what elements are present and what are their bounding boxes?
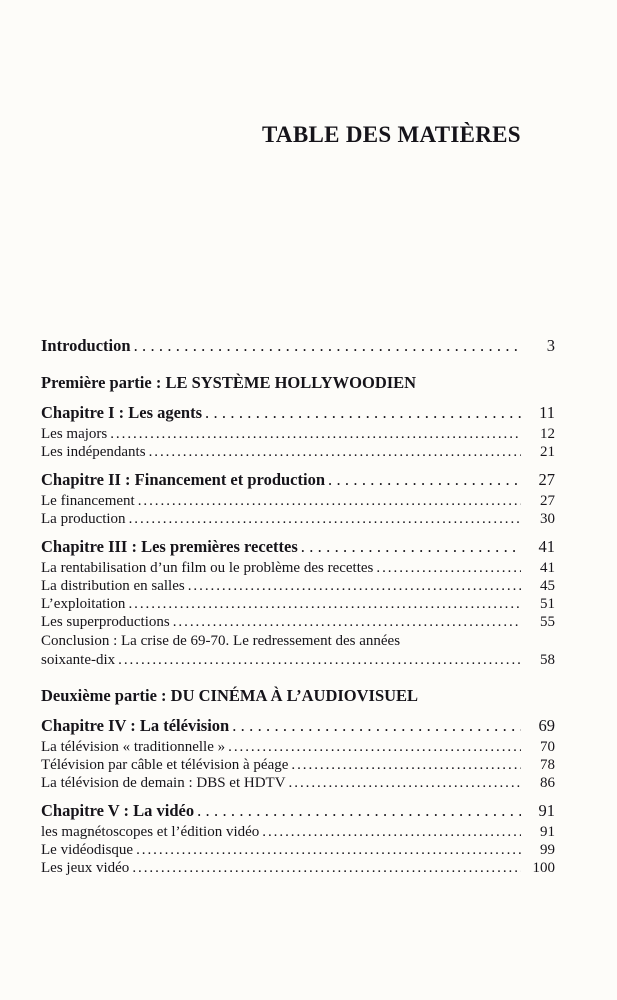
chapter-page: 41 (538, 537, 555, 556)
section-label: Les indépendants (41, 444, 146, 460)
dot-leader (229, 713, 521, 738)
section-label: La production (41, 511, 126, 527)
section-page: 70 (540, 739, 555, 755)
dot-leader (286, 774, 521, 792)
toc-section (41, 613, 555, 631)
chapter-label: Chapitre II : Financement et production (41, 470, 326, 489)
toc-section (41, 559, 555, 577)
section-page: 12 (540, 426, 555, 442)
section-label: Télévision par câble et télévision à péage (41, 757, 289, 773)
section-page: 30 (540, 511, 555, 527)
toc-section (41, 425, 555, 443)
toc-section (41, 841, 555, 859)
dot-leader (126, 510, 521, 528)
section-page: 27 (540, 493, 555, 509)
section-page: 51 (540, 596, 555, 612)
section-page: 45 (540, 578, 555, 594)
chapter-label: Chapitre IV : La télévision (41, 716, 230, 735)
toc-section (41, 510, 555, 528)
dot-leader (133, 841, 521, 859)
section-label: L’exploitation (41, 596, 126, 612)
dot-leader (131, 333, 521, 358)
chapter-page: 27 (538, 470, 555, 489)
dot-leader (170, 613, 521, 631)
section-page: 100 (532, 860, 555, 876)
section-label: Le financement (41, 493, 135, 509)
section-label: les magnétoscopes et l’édition vidéo (41, 824, 260, 840)
chapter-page: 11 (539, 403, 555, 422)
section-page: 86 (540, 775, 555, 791)
chapter-page: 69 (538, 716, 555, 735)
dot-leader (135, 492, 521, 510)
toc-entry-introduction (41, 333, 555, 358)
section-page: 91 (540, 824, 555, 840)
section-label: Les majors (41, 426, 108, 442)
chapter-label: Chapitre V : La vidéo (41, 801, 195, 820)
toc-section (41, 577, 555, 595)
dot-leader (298, 534, 521, 559)
section-label: La rentabilisation d’un film ou le problème des recettes (41, 560, 374, 576)
section-page: 58 (540, 652, 555, 668)
toc-chapter (41, 713, 555, 738)
section-page: 99 (540, 842, 555, 858)
chapter-page: 91 (538, 801, 555, 820)
toc-chapter (41, 534, 555, 559)
section-page: 55 (540, 614, 555, 630)
page-title: TABLE DES MATIÈRES (262, 122, 521, 147)
entry-label: Introduction (41, 336, 131, 355)
toc-section (41, 492, 555, 510)
section-page: 41 (540, 560, 555, 576)
dot-leader (146, 443, 521, 461)
toc-section (41, 651, 555, 669)
section-label: La télévision de demain : DBS et HDTV (41, 775, 286, 791)
toc-section-first-line: Conclusion : La crise de 69-70. Le redressement des années (41, 633, 401, 649)
toc-section (41, 823, 555, 841)
chapter-label: Chapitre I : Les agents (41, 403, 203, 422)
toc-section (41, 738, 555, 756)
chapter-label: Chapitre III : Les premières recettes (41, 537, 298, 556)
toc-section (41, 859, 555, 877)
part-title: Deuxième partie : DU CINÉMA À L’AUDIOVISUEL (41, 686, 419, 705)
toc-chapter (41, 467, 555, 492)
dot-leader (129, 859, 521, 877)
section-page: 78 (540, 757, 555, 773)
dot-leader (115, 651, 521, 669)
section-label: soixante-dix (41, 652, 116, 668)
dot-leader (194, 798, 521, 823)
dot-leader (325, 467, 521, 492)
section-label: La télévision « traditionnelle » (41, 739, 226, 755)
entry-page: 3 (546, 336, 555, 355)
section-label: Les superproductions (41, 614, 170, 630)
dot-leader (259, 823, 521, 841)
part-title: Première partie : LE SYSTÈME HOLLYWOODIEN (41, 373, 417, 392)
section-label: Les jeux vidéo (41, 860, 130, 876)
dot-leader (288, 756, 521, 774)
toc-chapter (41, 400, 555, 425)
dot-leader (185, 577, 521, 595)
dot-leader (202, 400, 521, 425)
dot-leader (107, 425, 521, 443)
section-label: La distribution en salles (41, 578, 185, 594)
table-of-contents (41, 333, 555, 877)
toc-section (41, 756, 555, 774)
dot-leader (225, 738, 521, 756)
toc-section (41, 774, 555, 792)
toc-chapter (41, 798, 555, 823)
dot-leader (125, 595, 521, 613)
toc-section (41, 595, 555, 613)
toc-section (41, 443, 555, 461)
section-label: Le vidéodisque (41, 842, 134, 858)
section-page: 21 (540, 444, 555, 460)
dot-leader (373, 559, 521, 577)
